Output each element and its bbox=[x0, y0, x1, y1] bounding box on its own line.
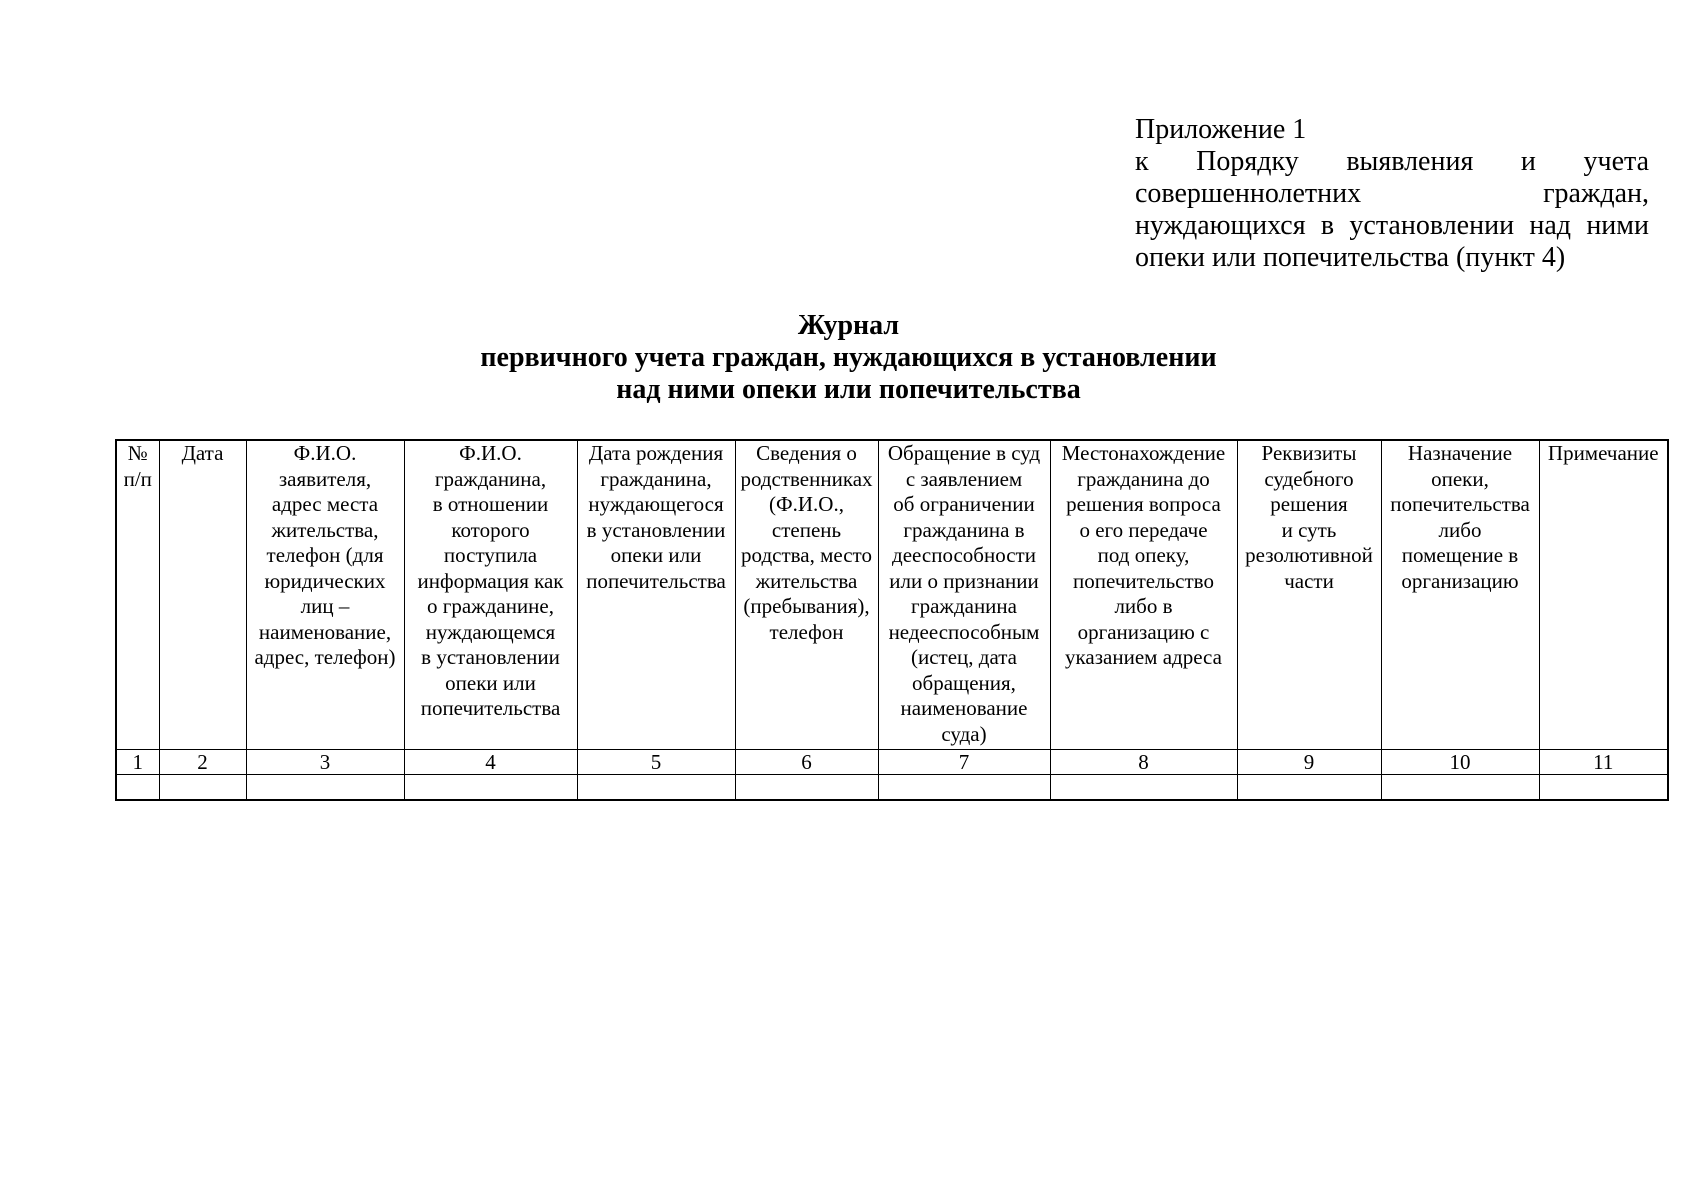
table-row bbox=[116, 775, 1668, 801]
empty-cell bbox=[246, 775, 404, 801]
journal-table bbox=[115, 439, 1669, 801]
empty-cell bbox=[159, 775, 246, 801]
empty-cell bbox=[116, 775, 159, 801]
empty-cell bbox=[1050, 775, 1237, 801]
heading-line-1: Журнал bbox=[797, 310, 900, 341]
column-header: Примечание bbox=[1539, 440, 1668, 750]
empty-cell bbox=[735, 775, 878, 801]
column-number: 6 bbox=[735, 750, 878, 775]
column-header: Назначение опеки, попечительства либо помещение в организацию bbox=[1381, 440, 1539, 750]
empty-cell bbox=[577, 775, 735, 801]
column-header: Реквизиты судебного решения и суть резолютивной части bbox=[1237, 440, 1381, 750]
column-number: 8 bbox=[1050, 750, 1237, 775]
column-number: 7 bbox=[878, 750, 1050, 775]
column-number: 10 bbox=[1381, 750, 1539, 775]
empty-cell bbox=[1381, 775, 1539, 801]
column-header: Дата bbox=[159, 440, 246, 750]
empty-cell bbox=[878, 775, 1050, 801]
column-number: 4 bbox=[404, 750, 577, 775]
column-number: 9 bbox=[1237, 750, 1381, 775]
heading-line-2: первичного учета граждан, нуждающихся в установлении bbox=[480, 342, 1217, 373]
column-header: Сведения о родственниках (Ф.И.О., степень родства, место жительства (пребывания), телефон bbox=[735, 440, 878, 750]
column-number-row bbox=[116, 750, 1668, 775]
empty-cell bbox=[1237, 775, 1381, 801]
document-heading bbox=[0, 310, 1697, 406]
empty-cell bbox=[404, 775, 577, 801]
table-header-row bbox=[116, 440, 1668, 750]
column-header: № п/п bbox=[116, 440, 159, 750]
column-number: 3 bbox=[246, 750, 404, 775]
column-number: 5 bbox=[577, 750, 735, 775]
column-header: Ф.И.О. гражданина, в отношении которого поступила информация как о гражданине, нуждающемся в установлении опеки или попечительства bbox=[404, 440, 577, 750]
column-header: Дата рождения гражданина, нуждающегося в установлении опеки или попечительства bbox=[577, 440, 735, 750]
empty-cell bbox=[1539, 775, 1668, 801]
appendix-block bbox=[1135, 114, 1649, 274]
appendix-text: к Порядку выявления и учета совершеннолетних граждан, нуждающихся в установлении над ними опеки или попечительства (пункт 4) bbox=[1135, 146, 1649, 273]
column-number: 1 bbox=[116, 750, 159, 775]
column-header: Обращение в суд с заявлением об ограничении гражданина в дееспособности или о признании гражданина недееспособным (истец, дата обращения, наименование суда) bbox=[878, 440, 1050, 750]
appendix-title: Приложение 1 bbox=[1135, 114, 1307, 145]
column-header: Ф.И.О. заявителя, адрес места жительства, телефон (для юридических лиц – наименование, адрес, телефон) bbox=[246, 440, 404, 750]
column-number: 11 bbox=[1539, 750, 1668, 775]
column-number: 2 bbox=[159, 750, 246, 775]
heading-line-3: над ними опеки или попечительства bbox=[616, 374, 1081, 405]
column-header: Местонахождение гражданина до решения вопроса о его передаче под опеку, попечительство либо в организацию с указанием адреса bbox=[1050, 440, 1237, 750]
